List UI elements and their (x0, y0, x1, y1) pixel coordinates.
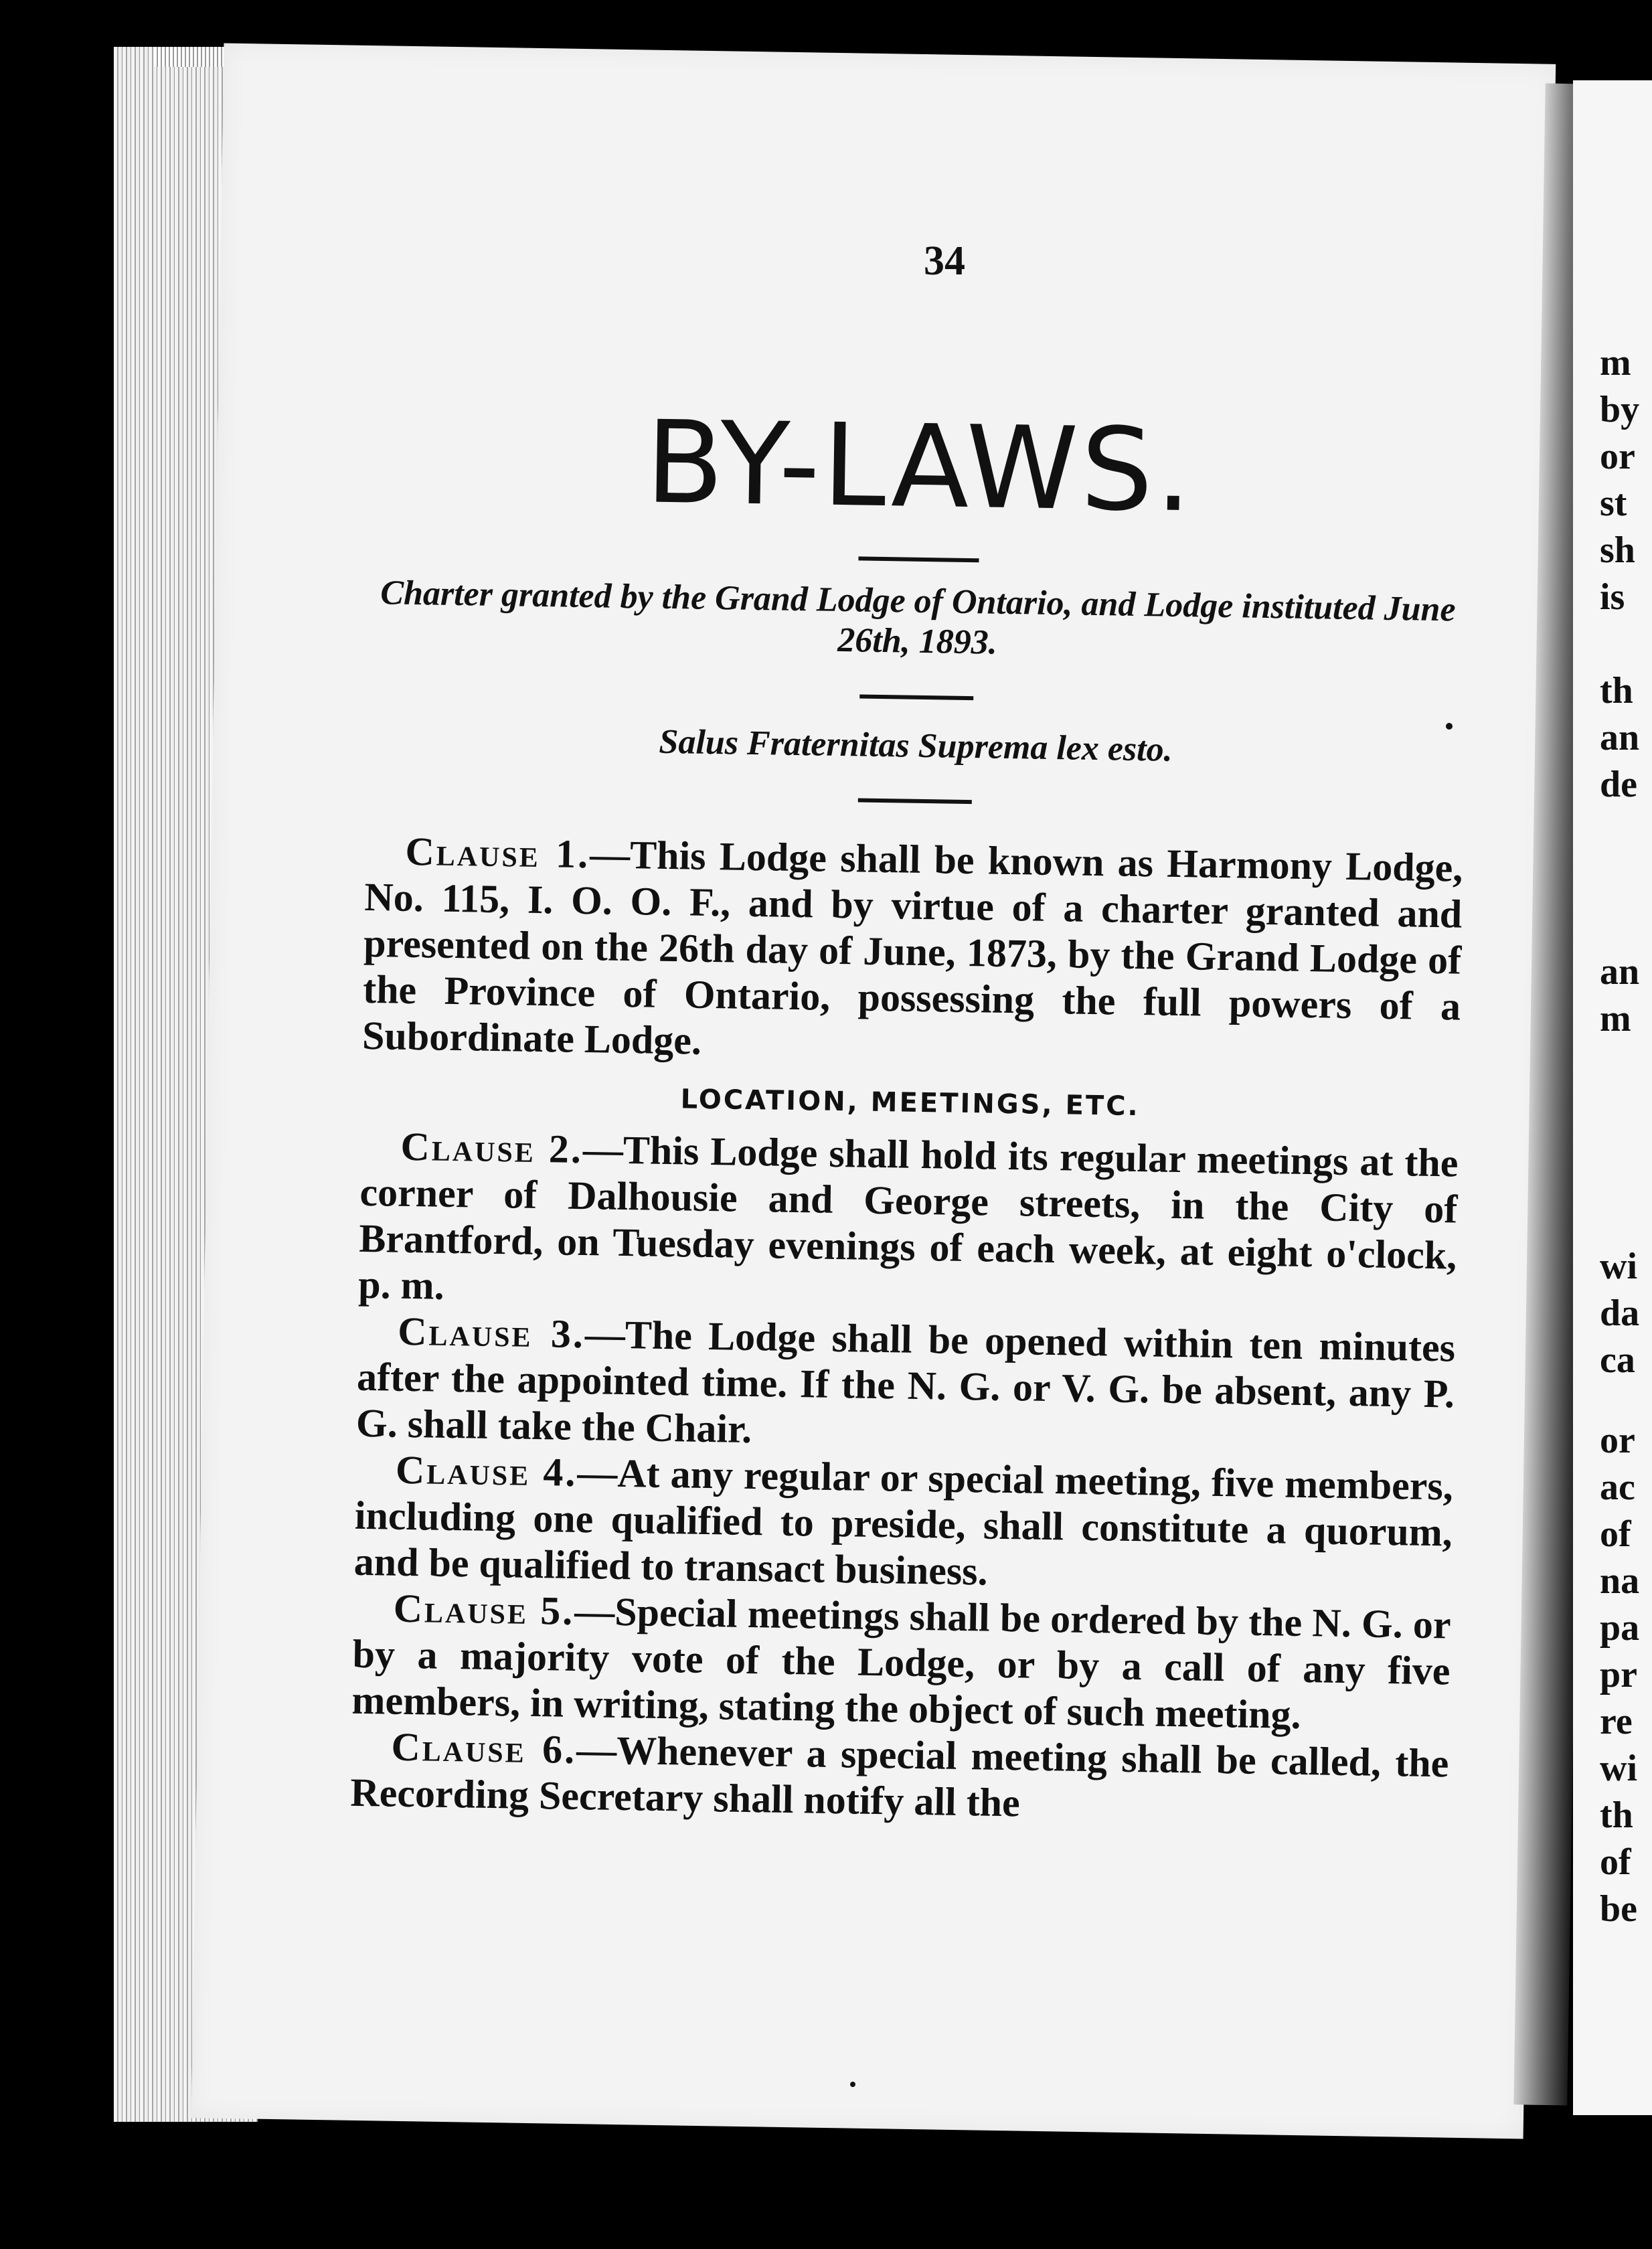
clause-text: —At any regular or special meeting, five members, including one qualified to preside, shall constitute a quorum, and be qualified to transact business. (353, 1450, 1454, 1594)
right-page-fragment: de (1600, 764, 1637, 805)
right-page-fragment: is (1600, 576, 1625, 618)
clause-text: —Whenever a special meeting shall be called, the Recording Secretary shall notify all the (349, 1727, 1449, 1825)
clause-text: —The Lodge shall be opened within ten minutes after the appointed time. If the N. G. or V. G. be absent, any P. G. shall take the Chair. (355, 1311, 1456, 1451)
page-content (350, 234, 1473, 1833)
right-page-fragment: th (1600, 1795, 1633, 1836)
clause-lead: Clause 2. (400, 1124, 584, 1171)
right-page-fragment: re (1600, 1701, 1633, 1742)
right-page-fragment: ca (1600, 1339, 1635, 1381)
right-page-fragment: m (1600, 998, 1631, 1039)
right-page-fragment: or (1600, 1420, 1635, 1461)
right-page-fragment: of (1600, 1841, 1631, 1883)
right-page-fragment: th (1600, 670, 1633, 712)
clause-3 (356, 1307, 1456, 1463)
right-page-fragment: pr (1600, 1654, 1637, 1695)
clause-text: —This Lodge shall hold its regular meetings at the corner of Dalhousie and George streets, in the City of Brantford, on Tuesday evenings of each week, at eight o'clock, p. m. (357, 1127, 1459, 1308)
clause-lead: Clause 5. (393, 1586, 575, 1633)
right-page-partial (1573, 80, 1652, 2115)
clause-1 (362, 827, 1463, 1076)
speck-mark (850, 2082, 855, 2087)
right-page-fragment: wi (1600, 1246, 1637, 1287)
right-page-fragment: da (1600, 1293, 1640, 1334)
clause-lead: Clause 3. (397, 1309, 586, 1356)
right-page-fragment: or (1600, 436, 1635, 477)
right-page-fragment: st (1600, 483, 1627, 524)
title-rule (858, 556, 979, 562)
clause-lead: Clause 1. (405, 829, 590, 876)
clause-text: —Special meetings shall be ordered by the N. G. or by a majority vote of the Lodge, or by a call of any five members, in writing, stating the object of such meeting. (351, 1588, 1452, 1737)
right-page-fragment: ac (1600, 1467, 1635, 1508)
motto-line: Salus Fraternitas Suprema lex esto. (659, 722, 1173, 769)
charter-rule (859, 694, 973, 700)
right-page-fragment: pa (1600, 1607, 1640, 1649)
right-page-fragment: wi (1600, 1748, 1637, 1789)
clause-4 (353, 1446, 1453, 1602)
clause-lead: Clause 4. (395, 1447, 578, 1495)
clause-5 (351, 1584, 1451, 1740)
clause-2 (358, 1122, 1459, 1325)
section-heading: LOCATION, MEETINGS, ETC. (680, 1083, 1141, 1122)
right-page-fragment: an (1600, 717, 1640, 758)
clause-text: —This Lodge shall be known as Harmony Lodge, No. 115, I. O. O. F., and by virtue of a charter granted and presented on the 26th day of June, 1873, by the Grand Lodge of the Province of Ontario, possessing the full powers of a Subordinate Lodge. (361, 831, 1463, 1063)
motto-rule (858, 798, 972, 804)
page-number: 34 (924, 238, 965, 284)
right-page-fragment: be (1600, 1888, 1637, 1930)
speck-mark (1446, 723, 1453, 730)
right-page-fragment: sh (1600, 529, 1635, 571)
right-page-fragment: by (1600, 389, 1640, 430)
right-page-fragment: m (1600, 342, 1631, 384)
right-page-fragment: na (1600, 1560, 1640, 1602)
right-page-fragment: an (1600, 951, 1640, 993)
page-title: BY-LAWS. (645, 396, 1196, 538)
charter-line: Charter granted by the Grand Lodge of Ontario, and Lodge instituted June 26th, 1893. (380, 574, 1457, 662)
right-page-fragment: of (1600, 1513, 1631, 1555)
clause-lead: Clause 6. (390, 1724, 577, 1772)
clause-6 (350, 1723, 1449, 1833)
